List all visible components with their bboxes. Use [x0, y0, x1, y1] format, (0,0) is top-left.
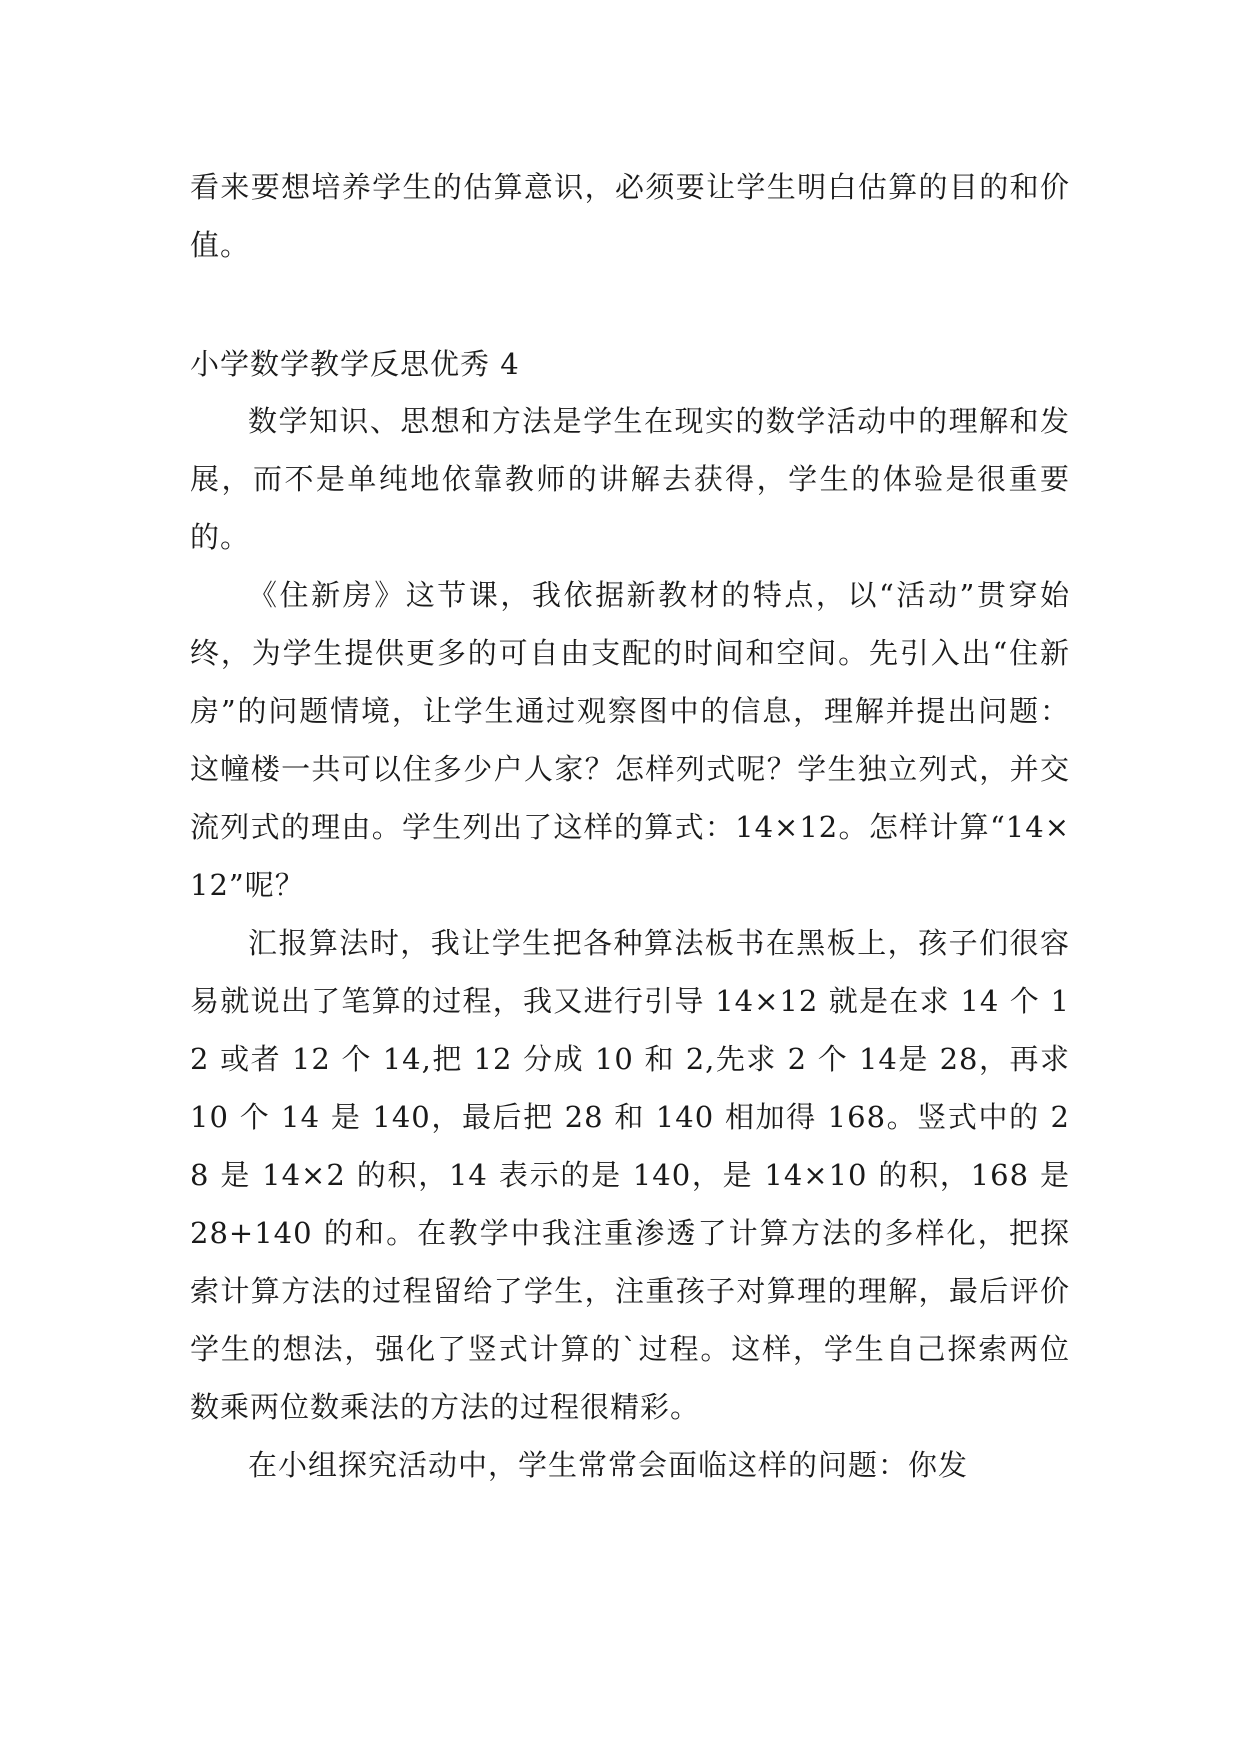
paragraph-3: 汇报算法时，我让学生把各种算法板书在黑板上，孩子们很容易就说出了笔算的过程，我又进行引导 14×12 就是在求 14 个 12 或者 12 个 14,把 12 分成 10 和 2,先求 2 个 14是 28，再求 10 个 14 是 140，最后把 28 和 140 相加得 168。竖式中的 28 是 14×2 的积，14 表示的是 140，是 14×10 的积，168 是 28+140 的和。在教学中我注重渗透了计算方法的多样化，把探索计算方法的过程留给了学生，注重孩子对算理的理解，最后评价学生的想法，强化了竖式计算的`过程。这样，学生自己探索两位数乘两位数乘法的方法的过程很精彩。 [190, 926, 1070, 1424]
section-body [190, 392, 1070, 1494]
intro-text: 看来要想培养学生的估算意识，必须要让学生明白估算的目的和价值。 [190, 170, 1070, 262]
paragraph-4: 在小组探究活动中，学生常常会面临这样的问题：你发 [248, 1448, 969, 1482]
paragraph-2: 《住新房》这节课，我依据新教材的特点，以“活动”贯穿始终，为学生提供更多的可自由支配的时间和空间。先引入出“住新房”的问题情境，让学生通过观察图中的信息，理解并提出问题：这幢楼一共可以住多少户人家？怎样列式呢？学生独立列式，并交流列式的理由。学生列出了这样的算式：14×12。怎样计算“14×12”呢？ [190, 578, 1070, 902]
paragraph-1: 数学知识、思想和方法是学生在现实的数学活动中的理解和发展，而不是单纯地依靠教师的讲解去获得，学生的体验是很重要的。 [190, 404, 1070, 554]
section-title: 小学数学教学反思优秀 4 [190, 347, 520, 381]
intro-paragraph [190, 158, 1070, 274]
